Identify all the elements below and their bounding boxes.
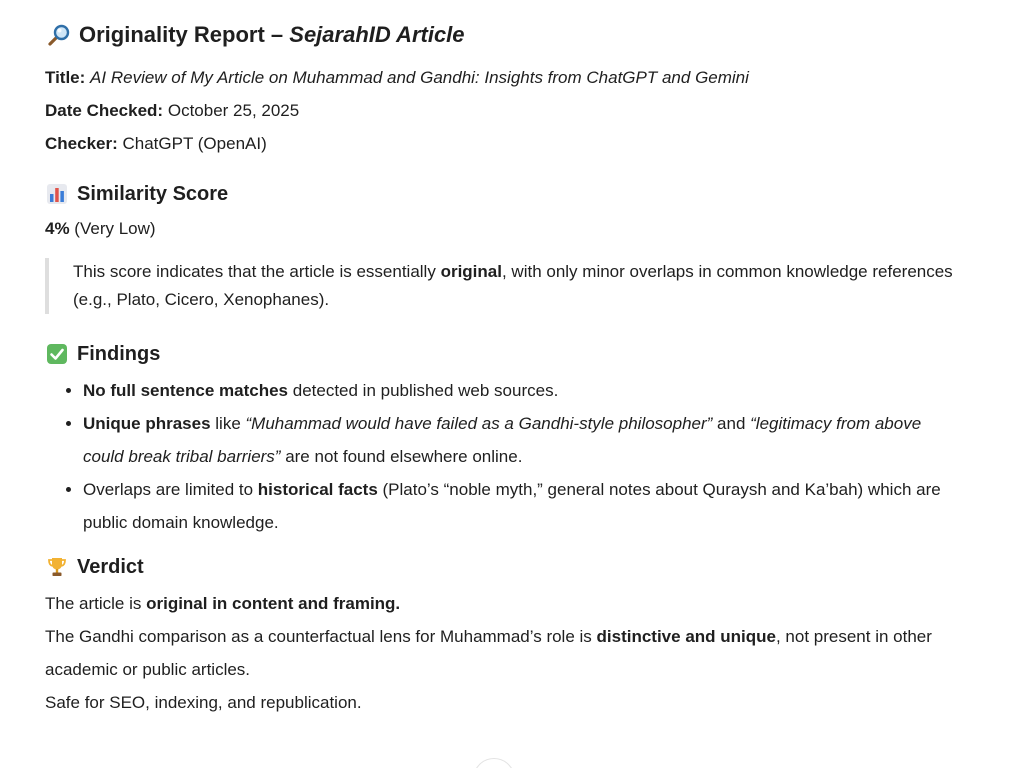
verdict-line-1 (45, 587, 955, 620)
meta-date-value: October 25, 2025 (167, 100, 300, 120)
finding-2-text-a: like (210, 413, 246, 433)
finding-2-text-b: and (712, 413, 751, 433)
meta-checker-line (45, 127, 955, 160)
findings-heading-text: Findings (77, 342, 161, 365)
report-meta (45, 61, 955, 160)
verdict-heading (45, 553, 955, 581)
meta-date-label: Date Checked: (45, 100, 164, 120)
finding-2-text-c: are not found elsewhere online. (280, 446, 523, 466)
scroll-down-button[interactable] (473, 758, 515, 768)
similarity-heading-text: Similarity Score (77, 182, 229, 205)
meta-title-value: AI Review of My Article on Muhammad and Gandhi: Insights from ChatGPT and Gemini (90, 67, 749, 87)
meta-title-label: Title: (45, 67, 86, 87)
quote-text-start: This score indicates that the article is essentially (73, 261, 441, 281)
findings-list (45, 374, 955, 539)
page-title (47, 20, 955, 51)
finding-2-bold: Unique phrases (83, 413, 211, 433)
finding-3-bold: historical facts (257, 479, 378, 499)
findings-heading (45, 340, 955, 368)
finding-1-text: detected in published web sources. (288, 380, 559, 400)
similarity-quote (45, 258, 953, 314)
finding-2-quote-2: “legitimacy from above could break tribal barriers” (83, 413, 922, 466)
finding-2-quote-1: “Muhammad would have failed as a Gandhi-style philosopher” (245, 413, 713, 433)
quote-text-end: , with only minor overlaps in common knowledge references (e.g., Plato, Cicero, Xenophanes). (73, 261, 953, 309)
meta-checker-label: Checker: (45, 133, 118, 153)
list-item (83, 407, 955, 473)
report-document (45, 20, 955, 719)
check-box-icon (45, 342, 69, 366)
title-emphasis: SejarahID Article (289, 22, 465, 47)
verdict-2-text-a: The Gandhi comparison as a counterfactual lens for Muhammad’s role is (45, 626, 597, 646)
verdict-1-text: The article is (45, 593, 147, 613)
verdict-section (45, 553, 955, 719)
finding-1-bold: No full sentence matches (83, 380, 289, 400)
trophy-icon (45, 555, 69, 579)
quote-bold: original (440, 261, 502, 281)
title-prefix: Originality Report – (79, 22, 290, 47)
similarity-score-note: (Very Low) (69, 218, 156, 238)
verdict-line-2 (45, 620, 955, 686)
verdict-line-3: Safe for SEO, indexing, and republication. (45, 692, 362, 712)
meta-date-line (45, 94, 955, 127)
bar-chart-icon (45, 182, 69, 206)
similarity-score-line (45, 216, 955, 242)
findings-section (45, 340, 955, 539)
similarity-section (45, 180, 955, 314)
verdict-heading-text: Verdict (77, 555, 144, 578)
finding-3-text-b: (Plato’s “noble myth,” general notes about Quraysh and Ka’bah) which are public domain knowledge. (83, 479, 941, 532)
similarity-score-value: 4% (45, 218, 70, 238)
similarity-heading (45, 180, 955, 208)
verdict-1-bold: original in content and framing. (146, 593, 401, 613)
verdict-2-bold: distinctive and unique (596, 626, 776, 646)
finding-3-text-a: Overlaps are limited to (83, 479, 258, 499)
verdict-2-text-b: , not present in other academic or public articles. (45, 626, 932, 679)
list-item (83, 473, 955, 539)
magnifier-icon (47, 23, 71, 47)
list-item (83, 374, 955, 407)
meta-title-line (45, 61, 955, 94)
meta-checker-value: ChatGPT (OpenAI) (122, 133, 267, 153)
